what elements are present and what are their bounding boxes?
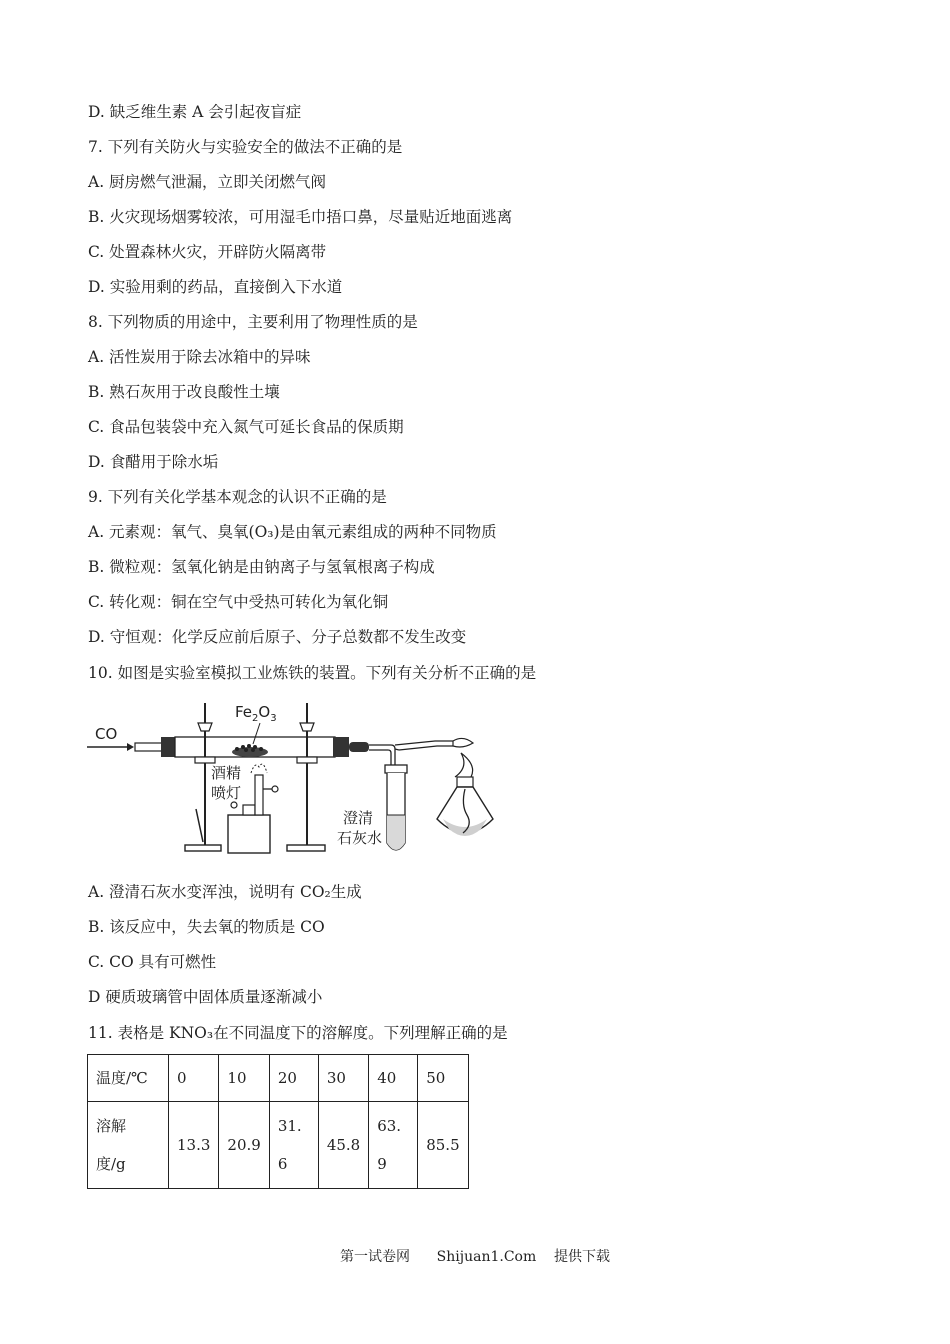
gas-flow-arrowhead [127, 743, 134, 751]
option-7d: D. 实验用剩的药品，直接倒入下水道 [88, 278, 343, 296]
inlet-tube [135, 743, 165, 751]
apparatus-diagram [85, 697, 495, 862]
option-9a: A. 元素观：氧气、臭氧(O₃)是由氧元素组成的两种不同物质 [88, 523, 497, 541]
kno3-solubility-table [87, 1054, 469, 1189]
right-stopper [333, 737, 349, 757]
option-9b: B. 微粒观：氢氧化钠是由钠离子与氢氧根离子构成 [88, 558, 435, 576]
option-10a: A. 澄清石灰水变浑浊，说明有 CO₂生成 [88, 883, 362, 901]
table-cell: 13.3 [169, 1102, 219, 1189]
table-cell: 85.5 [418, 1102, 468, 1189]
question-9: 9. 下列有关化学基本观念的认识不正确的是 [88, 488, 387, 506]
iron-smelting-apparatus-figure [85, 697, 495, 862]
table-cell: 31.6 [269, 1102, 318, 1189]
page-footer: 第一试卷网 Shijuan1.Com 提供下载 [339, 1249, 611, 1265]
option-7b: B. 火灾现场烟雾较浓，可用湿毛巾捂口鼻，尽量贴近地面逃离 [88, 208, 513, 226]
option-8b: B. 熟石灰用于改良酸性土壤 [88, 383, 280, 401]
question-8: 8. 下列物质的用途中，主要利用了物理性质的是 [88, 313, 418, 331]
table-cell: 50 [418, 1055, 468, 1102]
table-cell: 63.9 [369, 1102, 418, 1189]
table-cell: 30 [318, 1055, 368, 1102]
option-7a: A. 厨房燃气泄漏，立即关闭燃气阀 [88, 173, 327, 191]
option-8d: D. 食醋用于除水垢 [88, 453, 219, 471]
option-9d: D. 守恒观：化学反应前后原子、分子总数都不发生改变 [88, 628, 467, 646]
option-7c: C. 处置森林火灾，开辟防火隔离带 [88, 243, 327, 261]
option-8c: C. 食品包装袋中充入氮气可延长食品的保质期 [88, 418, 404, 436]
fe2o3-label: $Fe_2O_3$ [235, 703, 277, 724]
table-row-solubility [88, 1102, 469, 1189]
option-10c: C. CO 具有可燃性 [88, 953, 217, 971]
table-cell: 40 [369, 1055, 418, 1102]
burner-label-line1: 酒精 [211, 764, 242, 782]
table-cell: 45.8 [318, 1102, 368, 1189]
question-7: 7. 下列有关防火与实验安全的做法不正确的是 [88, 138, 403, 156]
table-cell: 0 [169, 1055, 219, 1102]
table-cell: 10 [219, 1055, 269, 1102]
table-row-temperature [88, 1055, 469, 1102]
limewater-label-line2: 石灰水 [337, 829, 383, 847]
limewater-label-line1: 澄清 [343, 809, 374, 827]
outlet-flame [453, 738, 473, 747]
limewater-test-tube [385, 765, 407, 850]
option-8a: A. 活性炭用于除去冰箱中的异味 [88, 348, 311, 366]
option-6d: D. 缺乏维生素 A 会引起夜盲症 [88, 103, 302, 121]
table-header-solubility: 溶解度/g [88, 1102, 169, 1189]
table-cell: 20.9 [219, 1102, 269, 1189]
option-10b: B. 该反应中，失去氧的物质是 CO [88, 918, 325, 936]
table-cell: 20 [269, 1055, 318, 1102]
burner-label-line2: 喷灯 [211, 784, 242, 802]
option-9c: C. 转化观：铜在空气中受热可转化为氧化铜 [88, 593, 389, 611]
option-10d: D 硬质玻璃管中固体质量逐渐减小 [88, 988, 323, 1006]
co-label: CO [95, 725, 118, 743]
alcohol-lamp [437, 753, 493, 836]
table-header-temperature: 温度/℃ [88, 1055, 169, 1102]
question-10: 10. 如图是实验室模拟工业炼铁的装置。下列有关分析不正确的是 [88, 664, 537, 682]
right-iron-stand [287, 703, 325, 851]
question-11: 11. 表格是 KNO₃在不同温度下的溶解度。下列理解正确的是 [88, 1024, 508, 1042]
